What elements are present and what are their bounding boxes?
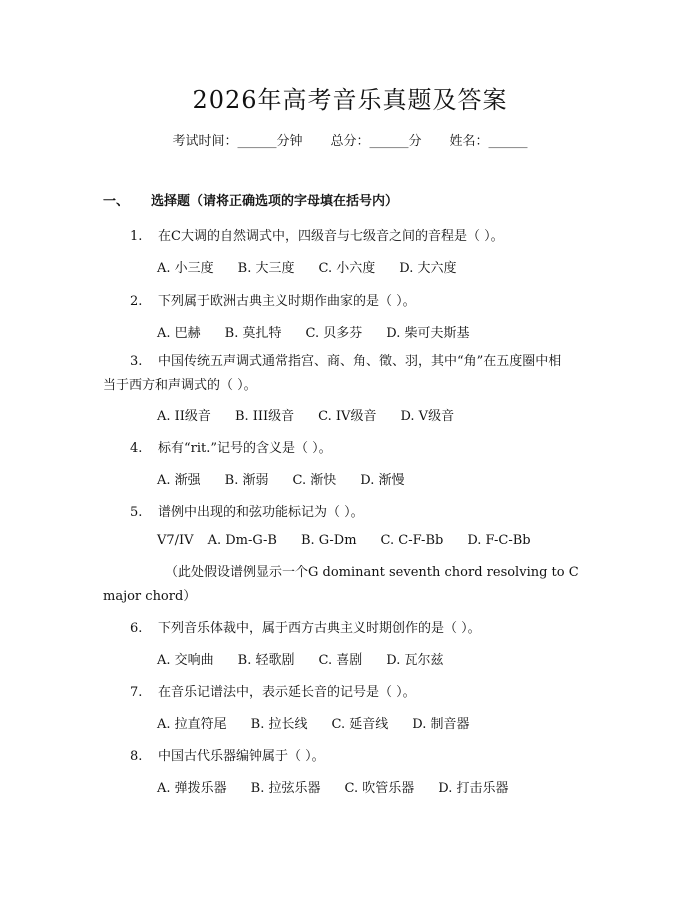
question-number: 7. bbox=[130, 685, 143, 700]
question-5-options bbox=[157, 533, 555, 548]
question-number: 5. bbox=[130, 505, 143, 520]
option-c: C. 渐快 bbox=[292, 473, 337, 488]
option-c: C. 贝多芬 bbox=[305, 326, 363, 341]
question-text: 下列音乐体裁中，属于西方古典主义时期创作的是（ ）。 bbox=[158, 621, 481, 636]
option-d: D. 制音器 bbox=[412, 717, 470, 732]
option-a: A. 巴赫 bbox=[157, 326, 201, 341]
question-1-options bbox=[157, 257, 480, 276]
exam-score-field: 总分：______分 bbox=[330, 134, 422, 149]
exam-name-field: 姓名：______ bbox=[449, 134, 528, 149]
option-d: D. 瓦尔兹 bbox=[386, 653, 444, 668]
question-text: 谱例中出现的和弦功能标记为（ ）。 bbox=[158, 505, 364, 520]
option-c: C. 延音线 bbox=[331, 717, 389, 732]
option-b: B. 拉长线 bbox=[250, 717, 308, 732]
question-text: 标有“rit.”记号的含义是（ ）。 bbox=[158, 441, 332, 456]
option-b: B. 渐弱 bbox=[224, 473, 269, 488]
option-b: B. III级音 bbox=[234, 409, 295, 424]
option-d: D. F-C-Bb bbox=[467, 533, 531, 548]
question-5-note bbox=[103, 561, 603, 609]
question-6-options bbox=[157, 649, 467, 668]
question-8 bbox=[130, 745, 325, 764]
option-a: A. 弹拨乐器 bbox=[157, 781, 227, 796]
question-4 bbox=[130, 437, 332, 456]
question-number: 3. bbox=[130, 354, 143, 369]
option-c: C. IV级音 bbox=[318, 409, 377, 424]
option-d: D. 大六度 bbox=[399, 261, 457, 276]
exam-time-field: 考试时间：______分钟 bbox=[172, 134, 303, 149]
chord-label: V7/IV bbox=[157, 533, 194, 548]
section-number: 一、 bbox=[103, 194, 130, 209]
question-7-options bbox=[157, 713, 493, 732]
option-d: D. 渐慢 bbox=[360, 473, 405, 488]
question-text: 中国古代乐器编钟属于（ ）。 bbox=[158, 749, 325, 764]
question-text: 下列属于欧洲古典主义时期作曲家的是（ ）。 bbox=[158, 294, 416, 309]
option-b: B. 拉弦乐器 bbox=[250, 781, 321, 796]
option-b: B. 轻歌剧 bbox=[237, 653, 295, 668]
option-b: B. G-Dm bbox=[300, 533, 357, 548]
question-text: 中国传统五声调式通常指宫、商、角、徵、羽，其中“角”在五度圈中相 bbox=[158, 354, 562, 369]
question-7 bbox=[130, 681, 416, 700]
question-1 bbox=[130, 225, 504, 244]
note-text: （此处假设谱例显示一个G dominant seventh chord resolving to C bbox=[165, 565, 579, 580]
question-text-continued: 当于西方和声调式的（ ）。 bbox=[103, 378, 257, 393]
question-2 bbox=[130, 290, 416, 309]
option-b: B. 大三度 bbox=[237, 261, 295, 276]
section-title: 选择题（请将正确选项的字母填在括号内） bbox=[151, 194, 399, 209]
note-text-continued: major chord） bbox=[103, 589, 197, 604]
question-2-options bbox=[157, 322, 493, 341]
option-c: C. 吹管乐器 bbox=[344, 781, 415, 796]
option-d: D. 打击乐器 bbox=[438, 781, 509, 796]
option-c: C. 小六度 bbox=[318, 261, 376, 276]
question-6 bbox=[130, 617, 481, 636]
option-c: C. 喜剧 bbox=[318, 653, 363, 668]
page-title: 2026年高考音乐真题及答案 bbox=[192, 86, 508, 114]
section-heading bbox=[103, 190, 398, 209]
question-text: 在C大调的自然调式中，四级音与七级音之间的音程是（ ）。 bbox=[158, 229, 504, 244]
question-5 bbox=[130, 501, 364, 520]
option-d: D. 柴可夫斯基 bbox=[386, 326, 470, 341]
option-a: A. 交响曲 bbox=[157, 653, 214, 668]
question-3-options bbox=[157, 405, 478, 424]
question-number: 4. bbox=[130, 441, 143, 456]
option-b: B. 莫扎特 bbox=[224, 326, 282, 341]
question-text: 在音乐记谱法中，表示延长音的记号是（ ）。 bbox=[158, 685, 416, 700]
question-3 bbox=[103, 350, 583, 398]
option-a: A. Dm-G-B bbox=[207, 533, 277, 548]
option-c: C. C-F-Bb bbox=[380, 533, 444, 548]
option-a: A. 小三度 bbox=[157, 261, 214, 276]
option-a: A. II级音 bbox=[157, 409, 211, 424]
question-4-options bbox=[157, 469, 428, 488]
question-number: 8. bbox=[130, 749, 143, 764]
question-number: 1. bbox=[130, 229, 143, 244]
question-number: 2. bbox=[130, 294, 143, 309]
question-number: 6. bbox=[130, 621, 143, 636]
option-a: A. 拉直符尾 bbox=[157, 717, 227, 732]
option-a: A. 渐强 bbox=[157, 473, 201, 488]
option-d: D. V级音 bbox=[400, 409, 455, 424]
exam-info-line bbox=[0, 130, 700, 149]
question-8-options bbox=[157, 777, 532, 796]
